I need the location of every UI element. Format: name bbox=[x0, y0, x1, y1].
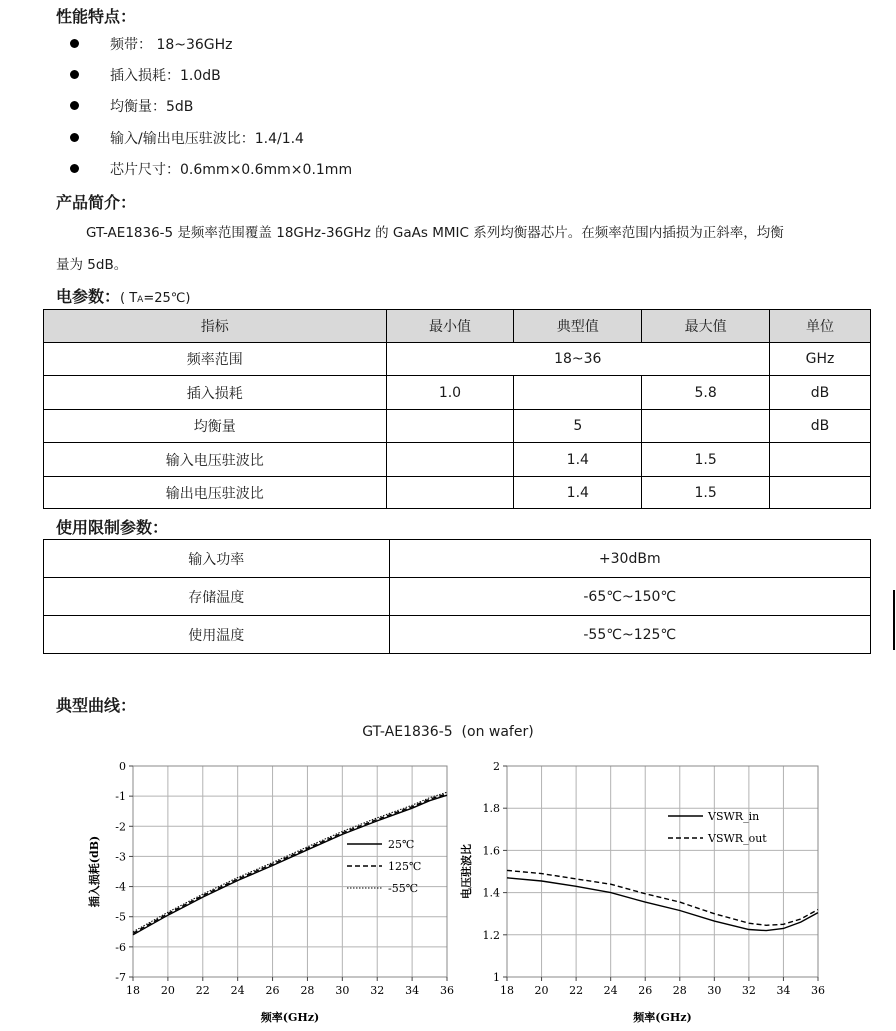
insertion-loss-chart bbox=[80, 752, 465, 1031]
y-axis-label: 插入损耗(dB) bbox=[88, 835, 101, 908]
limits-heading: 使用限制参数： bbox=[56, 518, 169, 537]
x-tick-label: 28 bbox=[672, 984, 687, 997]
condition-prefix: ( T bbox=[120, 291, 138, 306]
limit-value: -65℃~150℃ bbox=[389, 578, 870, 616]
feature-item: 输入/输出电压驻波比：1.4/1.4 bbox=[110, 131, 304, 147]
param-unit bbox=[770, 477, 871, 509]
param-typ: 1.4 bbox=[514, 477, 642, 509]
param-unit bbox=[770, 443, 871, 477]
vswr-chart bbox=[455, 752, 835, 1031]
elec-heading: 电参数： bbox=[56, 287, 121, 306]
legend-label: 25℃ bbox=[388, 838, 415, 851]
legend-label: VSWR_out bbox=[708, 832, 767, 845]
y-tick-label: -1 bbox=[115, 790, 126, 804]
column-header: 最大值 bbox=[642, 310, 770, 343]
limits-table bbox=[43, 539, 871, 654]
x-tick-label: 22 bbox=[195, 984, 210, 997]
param-name: 频率范围 bbox=[44, 343, 387, 376]
param-typ: 5 bbox=[514, 410, 642, 443]
feature-item: 芯片尺寸：0.6mm×0.6mm×0.1mm bbox=[110, 162, 353, 178]
table-row bbox=[44, 410, 871, 443]
y-tick-label: -6 bbox=[115, 940, 126, 954]
bullet-icon bbox=[70, 70, 79, 79]
x-tick-label: 20 bbox=[534, 984, 549, 997]
y-tick-label: -4 bbox=[115, 880, 126, 894]
param-name: 输出电压驻波比 bbox=[44, 477, 387, 509]
intro-text-line: GT-AE1836-5 是频率范围覆盖 18GHz-36GHz 的 GaAs MMIC 系列均衡器芯片。在频率范围内插损为正斜率，均衡 bbox=[86, 225, 784, 241]
y-tick-label: -3 bbox=[115, 850, 126, 864]
x-tick-label: 20 bbox=[160, 984, 175, 997]
param-max: 1.5 bbox=[642, 477, 770, 509]
limit-name: 存储温度 bbox=[44, 578, 390, 616]
x-tick-label: 32 bbox=[741, 984, 756, 997]
feature-item: 均衡量：5dB bbox=[110, 99, 194, 115]
param-max: 5.8 bbox=[642, 376, 770, 410]
y-tick-label: 1.2 bbox=[482, 928, 500, 942]
x-tick-label: 18 bbox=[126, 984, 140, 997]
y-tick-label: -7 bbox=[115, 971, 126, 984]
limit-name: 输入功率 bbox=[44, 540, 390, 578]
table-row bbox=[44, 343, 871, 376]
column-header: 最小值 bbox=[386, 310, 514, 343]
x-tick-label: 24 bbox=[230, 984, 245, 997]
features-heading: 性能特点： bbox=[56, 7, 137, 26]
x-axis-label: 频率(GHz) bbox=[260, 1011, 320, 1024]
param-typ: 1.4 bbox=[514, 443, 642, 477]
intro-heading: 产品简介： bbox=[56, 193, 137, 212]
legend-label: 125℃ bbox=[388, 860, 422, 873]
param-max: 1.5 bbox=[642, 443, 770, 477]
table-row bbox=[44, 616, 871, 654]
x-tick-label: 26 bbox=[265, 984, 280, 997]
param-unit: dB bbox=[770, 376, 871, 410]
condition-subscript: A bbox=[137, 295, 144, 305]
intro-text-line: 量为 5dB。 bbox=[56, 257, 128, 273]
param-unit: dB bbox=[770, 410, 871, 443]
legend-label: VSWR_in bbox=[708, 810, 760, 823]
elec-condition bbox=[120, 291, 190, 306]
param-min bbox=[386, 477, 514, 509]
feature-item: 频带： 18~36GHz bbox=[110, 37, 233, 53]
param-min bbox=[386, 410, 514, 443]
x-tick-label: 36 bbox=[440, 984, 454, 997]
x-tick-label: 32 bbox=[370, 984, 385, 997]
x-axis-label: 频率(GHz) bbox=[633, 1011, 692, 1024]
y-tick-label: -5 bbox=[115, 910, 126, 924]
curves-subtitle: GT-AE1836-5 (on wafer) bbox=[362, 724, 534, 740]
param-unit: GHz bbox=[770, 343, 871, 376]
limit-value: +30dBm bbox=[389, 540, 870, 578]
column-header: 指标 bbox=[44, 310, 387, 343]
curves-heading: 典型曲线： bbox=[56, 696, 137, 715]
param-typ: 18~36 bbox=[386, 343, 770, 376]
x-tick-label: 24 bbox=[603, 984, 618, 997]
elec-heading-row bbox=[56, 284, 190, 307]
column-header: 典型值 bbox=[514, 310, 642, 343]
feature-item: 插入损耗：1.0dB bbox=[110, 68, 221, 84]
limit-value: -55℃~125℃ bbox=[389, 616, 870, 654]
limit-name: 使用温度 bbox=[44, 616, 390, 654]
y-axis-label: 电压驻波比 bbox=[460, 844, 473, 899]
table-row bbox=[44, 477, 871, 509]
param-name: 输入电压驻波比 bbox=[44, 443, 387, 477]
y-tick-label: 2 bbox=[493, 760, 500, 773]
table-row bbox=[44, 376, 871, 410]
x-tick-label: 30 bbox=[335, 984, 350, 997]
y-tick-label: 1 bbox=[493, 971, 500, 984]
edge-bar bbox=[893, 590, 895, 650]
bullet-icon bbox=[70, 101, 79, 110]
table-row bbox=[44, 578, 871, 616]
param-name: 均衡量 bbox=[44, 410, 387, 443]
table-row bbox=[44, 540, 871, 578]
condition-suffix: =25℃) bbox=[143, 291, 191, 306]
plot-frame bbox=[507, 766, 818, 977]
x-tick-label: 22 bbox=[569, 984, 584, 997]
y-tick-label: 1.6 bbox=[482, 844, 500, 858]
table-row bbox=[44, 443, 871, 477]
param-name: 插入损耗 bbox=[44, 376, 387, 410]
param-min bbox=[386, 443, 514, 477]
table-header-row bbox=[44, 310, 871, 343]
bullet-icon bbox=[70, 39, 79, 48]
bullet-icon bbox=[70, 133, 79, 142]
x-tick-label: 36 bbox=[811, 984, 825, 997]
bullet-icon bbox=[70, 164, 79, 173]
column-header: 单位 bbox=[770, 310, 871, 343]
x-tick-label: 26 bbox=[638, 984, 653, 997]
legend-label: -55℃ bbox=[388, 882, 419, 895]
x-tick-label: 28 bbox=[300, 984, 315, 997]
x-tick-label: 18 bbox=[500, 984, 514, 997]
param-typ bbox=[514, 376, 642, 410]
x-tick-label: 34 bbox=[405, 984, 420, 997]
y-tick-label: 0 bbox=[119, 760, 126, 773]
param-min: 1.0 bbox=[386, 376, 514, 410]
y-tick-label: 1.8 bbox=[482, 802, 500, 816]
y-tick-label: 1.4 bbox=[482, 886, 500, 900]
x-tick-label: 30 bbox=[707, 984, 722, 997]
param-max bbox=[642, 410, 770, 443]
y-tick-label: -2 bbox=[115, 820, 126, 834]
x-tick-label: 34 bbox=[776, 984, 791, 997]
series-line-VSWR_out bbox=[507, 870, 818, 925]
series-line-VSWR_in bbox=[507, 878, 818, 931]
elec-table bbox=[43, 309, 871, 509]
